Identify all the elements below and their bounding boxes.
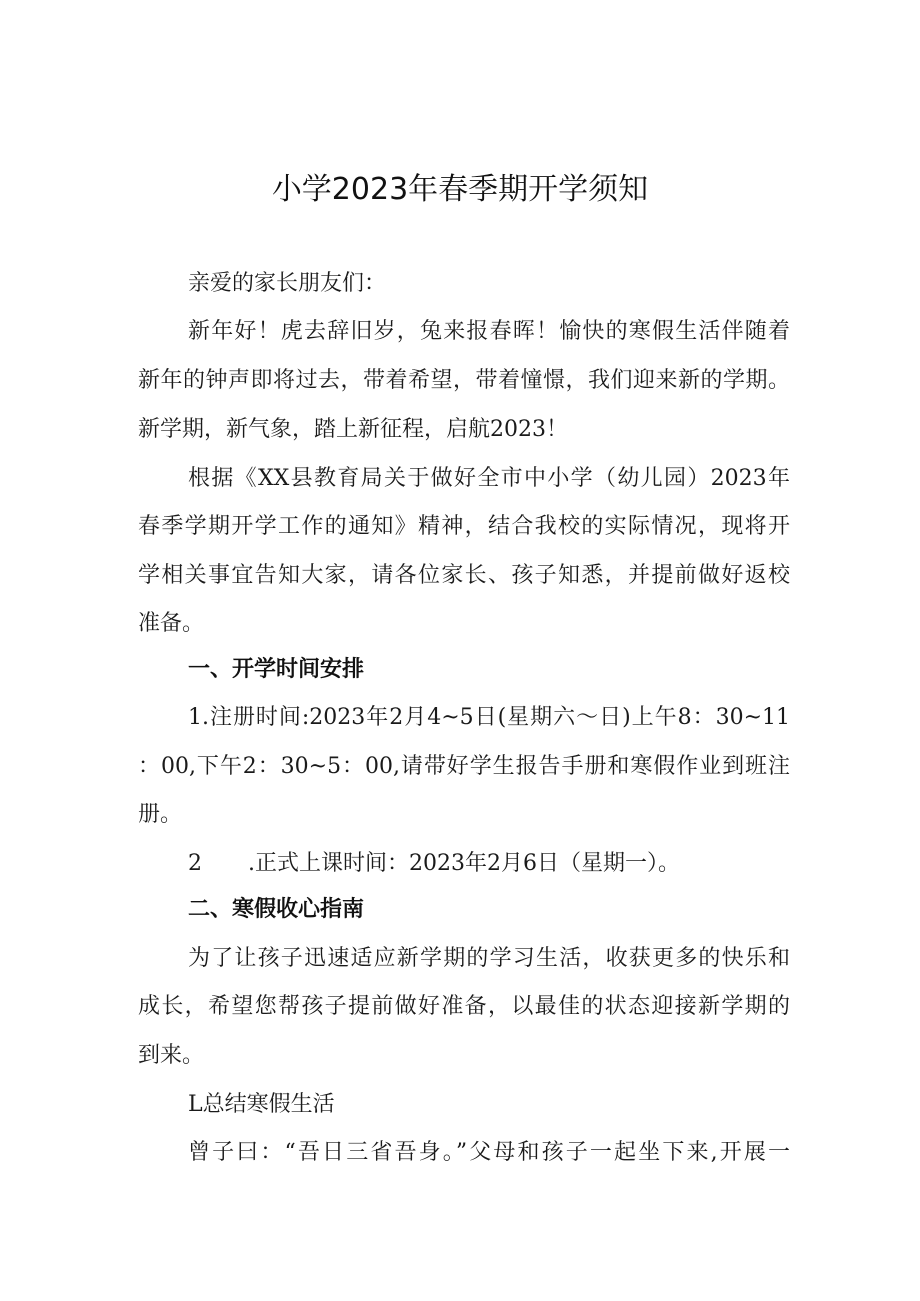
section-2-paragraph-2-line-1: 曾子曰：“吾日三省吾身。”父母和孩子一起坐下来,开展一 — [188, 1140, 790, 1165]
section-1-item-2-number: 2 — [188, 851, 202, 876]
paragraph-2-line-4: 准备。 — [138, 611, 205, 636]
section-1-item-1-line-2: ：00,下午2：30~5：00,请带好学生报告手册和寒假作业到班注 — [138, 754, 790, 779]
paragraph-1-line-1: 新年好！虎去辞旧岁，兔来报春晖！愉快的寒假生活伴随着 — [188, 319, 790, 344]
document-title: 小学2023年春季期开学须知 — [271, 172, 649, 207]
section-2-subheading-1: L总结寒假生活 — [188, 1092, 335, 1117]
section-2-paragraph-1-line-1: 为了让孩子迅速适应新学期的学习生活，收获更多的快乐和 — [188, 946, 790, 971]
section-1-item-1-line-1: 1.注册时间:2023年2月4~5日(星期六～日)上午8：30~11 — [188, 705, 790, 730]
paragraph-2-line-2: 春季学期开学工作的通知》精神，结合我校的实际情况，现将开 — [138, 514, 790, 539]
paragraph-2-line-1: 根据《XX县教育局关于做好全市中小学（幼儿园）2023年 — [188, 466, 790, 491]
greeting: 亲爱的家长朋友们： — [188, 271, 387, 296]
section-2-paragraph-1-line-3: 到来。 — [138, 1043, 205, 1068]
section-1-item-1-line-3: 册。 — [138, 802, 183, 827]
section-2-heading: 二、寒假收心指南 — [188, 897, 365, 922]
section-2-paragraph-1-line-2: 成长，希望您帮孩子提前做好准备，以最佳的状态迎接新学期的 — [138, 994, 790, 1019]
paragraph-2-line-3: 学相关事宜告知大家，请各位家长、孩子知悉，并提前做好返校 — [138, 563, 790, 588]
section-1-heading: 一、开学时间安排 — [188, 657, 365, 682]
paragraph-1-line-2: 新年的钟声即将过去，带着希望，带着憧憬，我们迎来新的学期。 — [138, 368, 790, 393]
paragraph-1-line-3: 新学期，新气象，踏上新征程，启航2023！ — [138, 417, 568, 442]
section-1-item-2-text: .正式上课时间：2023年2月6日（星期一）。 — [248, 851, 680, 876]
